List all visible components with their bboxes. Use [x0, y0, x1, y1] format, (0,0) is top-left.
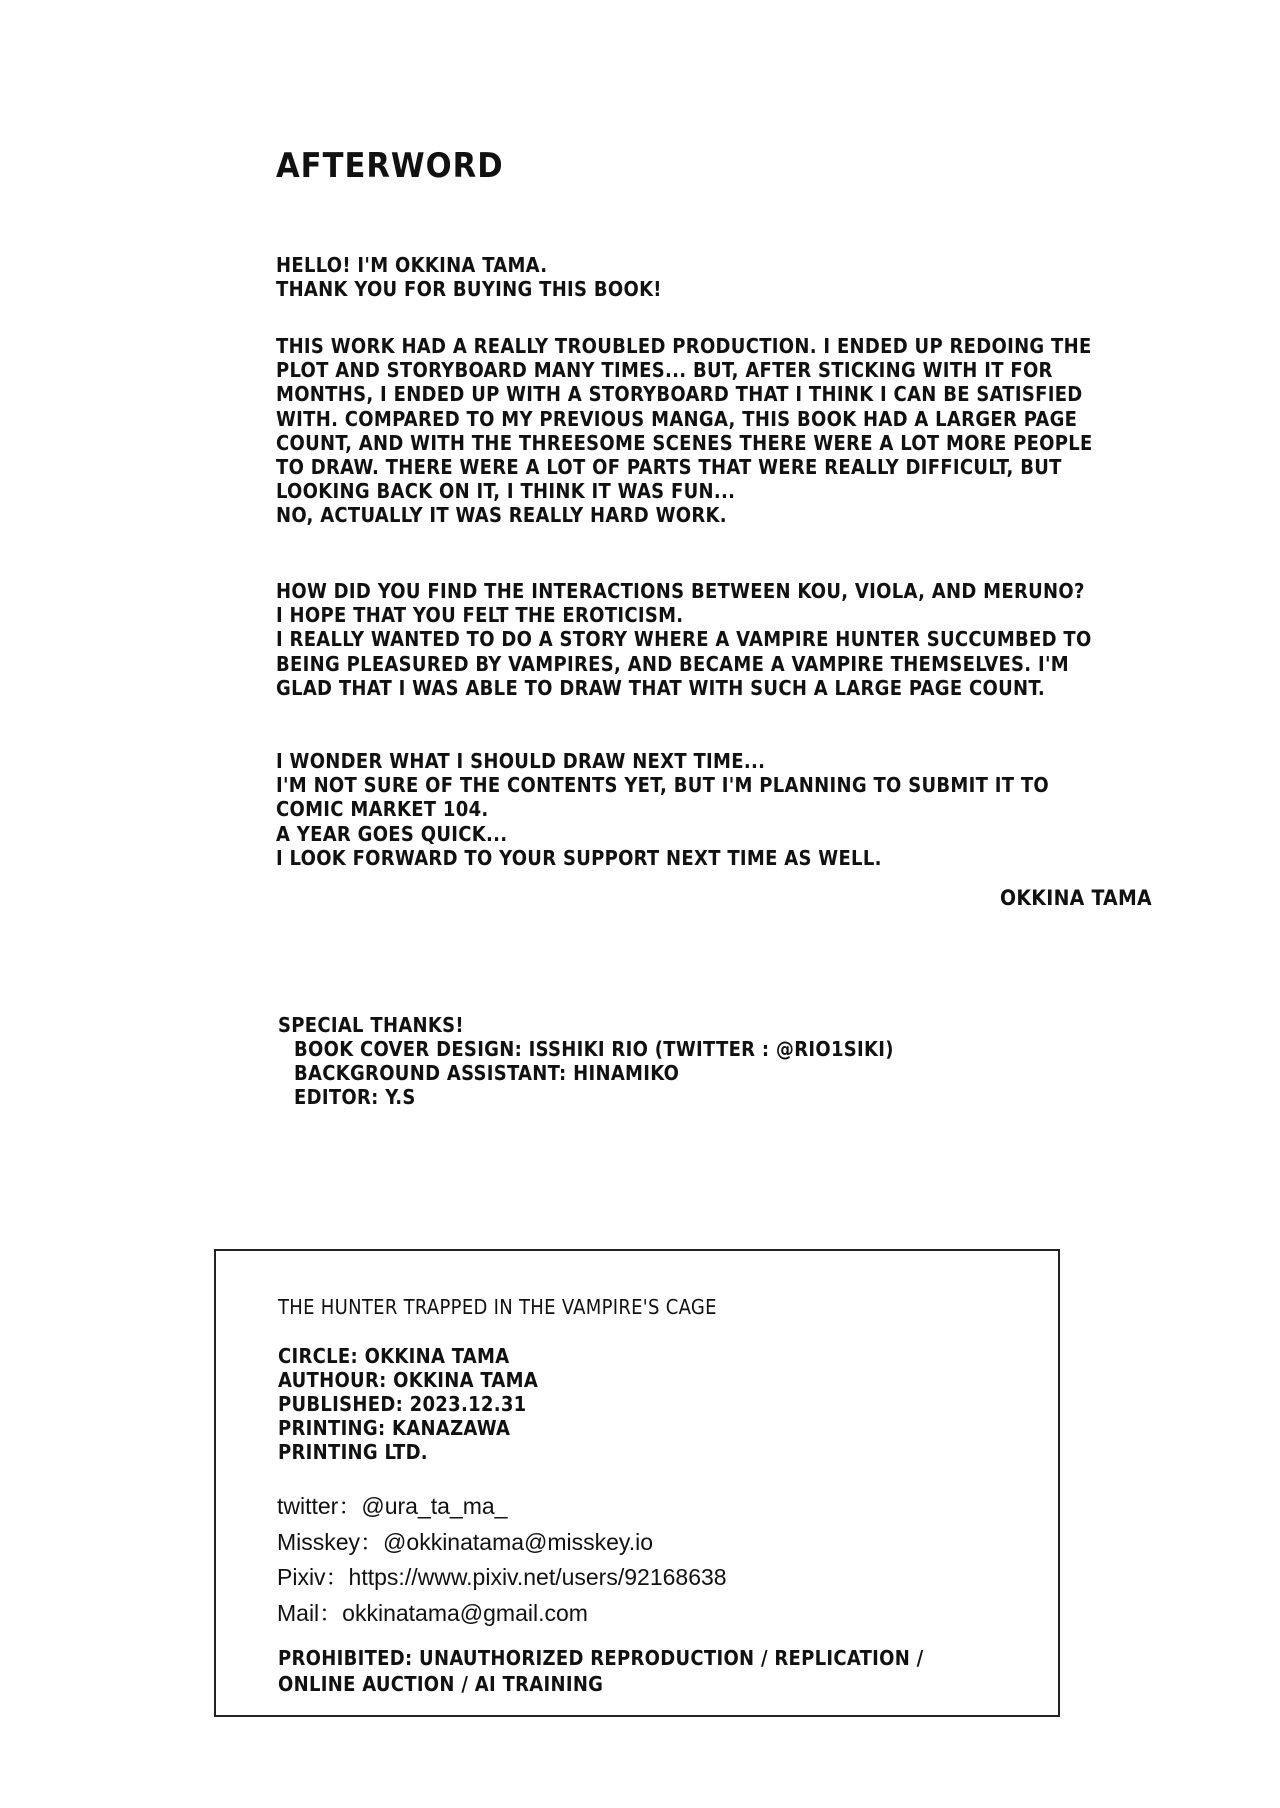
text-line: NO, ACTUALLY IT WAS REALLY HARD WORK. — [276, 503, 727, 528]
credit-line: CIRCLE: OKKINA TAMA — [278, 1344, 510, 1368]
text-line: I HOPE THAT YOU FELT THE EROTICISM. — [276, 603, 684, 628]
text-line: I REALLY WANTED TO DO A STORY WHERE A VAMPIRE HUNTER SUCCUMBED TO — [276, 627, 1092, 652]
text-line: HELLO! I'M OKKINA TAMA. — [276, 253, 548, 277]
contact-misskey: Misskey：@okkinatama@misskey.io — [277, 1528, 654, 1555]
prohibited-line: PROHIBITED: UNAUTHORIZED REPRODUCTION / REPLICATION / — [278, 1646, 924, 1670]
contact-pixiv: Pixiv：https://www.pixiv.net/users/92168638 — [277, 1564, 727, 1590]
page-title: AFTERWORD — [276, 146, 504, 186]
text-line: GLAD THAT I WAS ABLE TO DRAW THAT WITH SUCH A LARGE PAGE COUNT. — [276, 675, 1046, 700]
text-line: I'M NOT SURE OF THE CONTENTS YET, BUT I'M PLANNING TO SUBMIT IT TO — [276, 773, 1050, 798]
colophon-box — [214, 1249, 1060, 1717]
special-thanks-heading: SPECIAL THANKS! — [278, 1013, 464, 1037]
text-line: THIS WORK HAD A REALLY TROUBLED PRODUCTION. I ENDED UP REDOING THE — [276, 334, 1092, 358]
credit-line: PRINTING LTD. — [278, 1440, 428, 1464]
contact-mail: Mail：okkinatama@gmail.com — [277, 1599, 588, 1626]
text-line: A YEAR GOES QUICK... — [276, 821, 508, 846]
contact-list — [277, 1489, 727, 1631]
text-line: TO DRAW. THERE WERE A LOT OF PARTS THAT WERE REALLY DIFFICULT, BUT — [276, 455, 1062, 480]
text-line: I LOOK FORWARD TO YOUR SUPPORT NEXT TIME AS WELL. — [276, 845, 882, 870]
text-line: COMIC MARKET 104. — [276, 797, 489, 822]
next-time-paragraph — [276, 749, 1176, 870]
credit-line: PRINTING: KANAZAWA — [278, 1416, 511, 1440]
special-thanks — [278, 1013, 894, 1109]
book-title: THE HUNTER TRAPPED IN THE VAMPIRE'S CAGE — [278, 1295, 717, 1319]
thanks-item: EDITOR: Y.S — [294, 1085, 416, 1109]
greeting-paragraph — [276, 253, 1176, 301]
prohibited-line: ONLINE AUCTION / AI TRAINING — [278, 1672, 604, 1696]
story-paragraph — [276, 579, 1176, 700]
credit-line: PUBLISHED: 2023.12.31 — [278, 1392, 527, 1416]
thanks-item: BACKGROUND ASSISTANT: HINAMIKO — [294, 1061, 680, 1085]
credits-list — [278, 1344, 538, 1464]
author-signature: OKKINA TAMA — [1000, 886, 1152, 910]
production-paragraph — [276, 334, 1176, 528]
text-line: MONTHS, I ENDED UP WITH A STORYBOARD THAT I THINK I CAN BE SATISFIED — [276, 382, 1083, 407]
text-line: BEING PLEASURED BY VAMPIRES, AND BECAME A VAMPIRE THEMSELVES. I'M — [276, 651, 1070, 676]
text-line: I WONDER WHAT I SHOULD DRAW NEXT TIME... — [276, 749, 766, 773]
text-line: PLOT AND STORYBOARD MANY TIMES... BUT, AFTER STICKING WITH IT FOR — [276, 358, 1053, 383]
text-line: WITH. COMPARED TO MY PREVIOUS MANGA, THIS BOOK HAD A LARGER PAGE — [276, 406, 1078, 431]
contact-twitter: twitter：@ura_ta_ma_ — [277, 1493, 508, 1519]
text-line: THANK YOU FOR BUYING THIS BOOK! — [276, 277, 662, 302]
prohibited-notice — [278, 1645, 924, 1697]
text-line: HOW DID YOU FIND THE INTERACTIONS BETWEEN KOU, VIOLA, AND MERUNO? — [276, 579, 1085, 603]
text-line: COUNT, AND WITH THE THREESOME SCENES THERE WERE A LOT MORE PEOPLE — [276, 430, 1093, 455]
credit-line: AUTHOUR: OKKINA TAMA — [278, 1368, 539, 1392]
text-line: LOOKING BACK ON IT, I THINK IT WAS FUN... — [276, 479, 736, 504]
thanks-item: BOOK COVER DESIGN: ISSHIKI RIO (TWITTER : @RIO1SIKI) — [294, 1037, 894, 1061]
